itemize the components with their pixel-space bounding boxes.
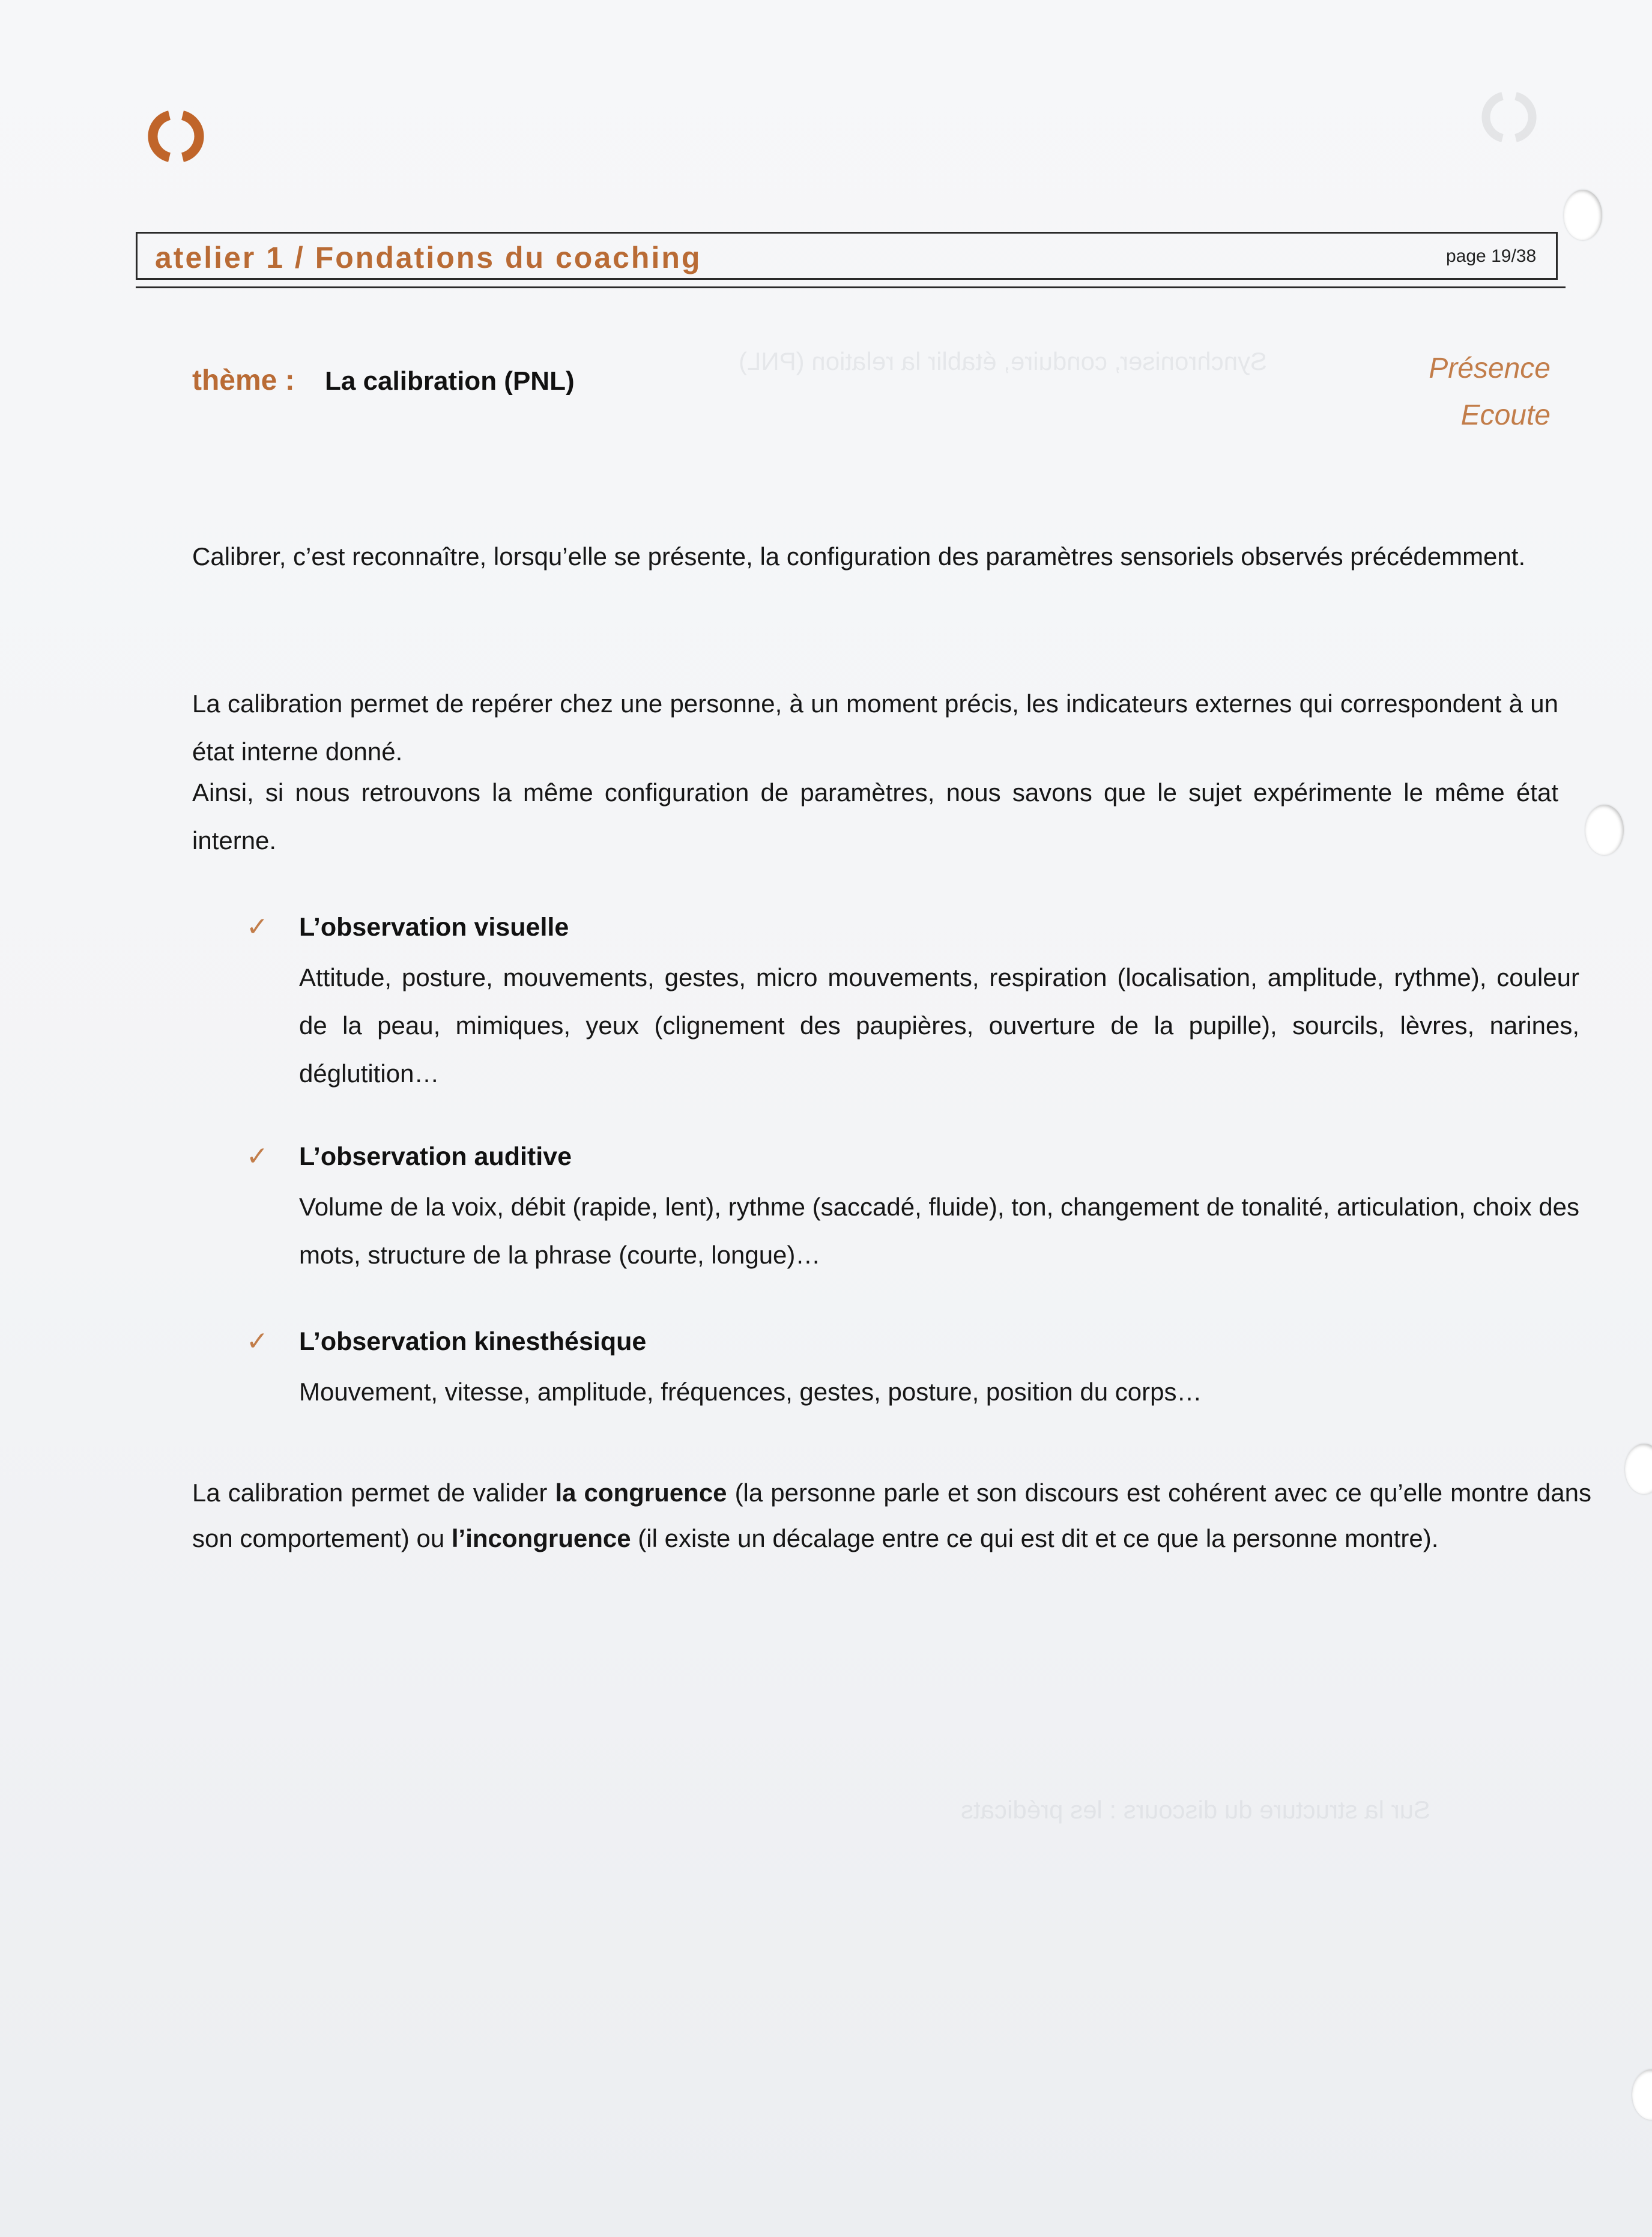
conclusion-paragraph bbox=[192, 1470, 1591, 1561]
item-body: Volume de la voix, débit (rapide, lent), rythme (saccadé, fluide), ton, changement de tonalité, articulation, choix des mots, structure de la phrase (courte, longue)… bbox=[299, 1193, 1579, 1269]
theme-label: thème : bbox=[192, 365, 295, 396]
item-title: L’observation auditive bbox=[299, 1142, 572, 1171]
header-rule bbox=[136, 286, 1566, 288]
punch-hole bbox=[1632, 2069, 1652, 2120]
keyword-presence: Présence bbox=[1429, 353, 1551, 384]
logo-icon bbox=[143, 109, 209, 163]
item-body: Mouvement, vitesse, amplitude, fréquences, gestes, posture, position du corps… bbox=[299, 1378, 1202, 1406]
intro-paragraph-3: Ainsi, si nous retrouvons la même configuration de paramètres, nous savons que le sujet expérimente le même état interne. bbox=[192, 778, 1558, 855]
item-title: L’observation visuelle bbox=[299, 913, 569, 942]
show-through-text: Synchroniser, conduire, établir la relation (PNL) bbox=[739, 347, 1268, 375]
show-through-text: Sur la structure du discours : les prédicats bbox=[961, 1796, 1431, 1824]
page-number: page 19/38 bbox=[1446, 246, 1537, 266]
intro-paragraph-2: La calibration permet de repérer chez une personne, à un moment précis, les indicateurs externes qui correspondent à un état interne donné. bbox=[192, 689, 1558, 766]
punch-hole bbox=[1625, 1444, 1652, 1494]
workshop-title: atelier 1 / Fondations du coaching bbox=[155, 241, 702, 274]
checkmark-icon: ✓ bbox=[246, 1142, 268, 1171]
checkmark-icon: ✓ bbox=[246, 1327, 268, 1356]
intro-paragraph-1: Calibrer, c’est reconnaître, lorsqu’elle se présente, la configuration des paramètres sensoriels observés précédemment. bbox=[192, 542, 1526, 571]
congruence-term: la congruence bbox=[555, 1479, 727, 1507]
item-title: L’observation kinesthésique bbox=[299, 1327, 647, 1356]
incongruence-term: l’incongruence bbox=[451, 1524, 631, 1552]
logo-ghost-icon bbox=[1476, 90, 1542, 144]
checkmark-icon: ✓ bbox=[246, 912, 268, 942]
conclusion-text: (la personne parle et son discours est cohérent avec ce qu’elle montre dans son comportement) ou bbox=[192, 1479, 1591, 1552]
conclusion-text: La calibration permet de valider bbox=[192, 1479, 555, 1507]
theme-title: La calibration (PNL) bbox=[325, 366, 575, 396]
punch-hole bbox=[1585, 805, 1624, 855]
keyword-ecoute: Ecoute bbox=[1460, 399, 1551, 431]
item-body: Attitude, posture, mouvements, gestes, micro mouvements, respiration (localisation, amplitude, rythme), couleur de la peau, mimiques, yeux (clignement des paupières, ouverture de la pupille), sourcils, lèvres, narines, déglutition… bbox=[299, 963, 1579, 1088]
conclusion-text: (il existe un décalage entre ce qui est dit et ce que la personne montre). bbox=[631, 1524, 1439, 1552]
punch-hole bbox=[1564, 190, 1602, 240]
